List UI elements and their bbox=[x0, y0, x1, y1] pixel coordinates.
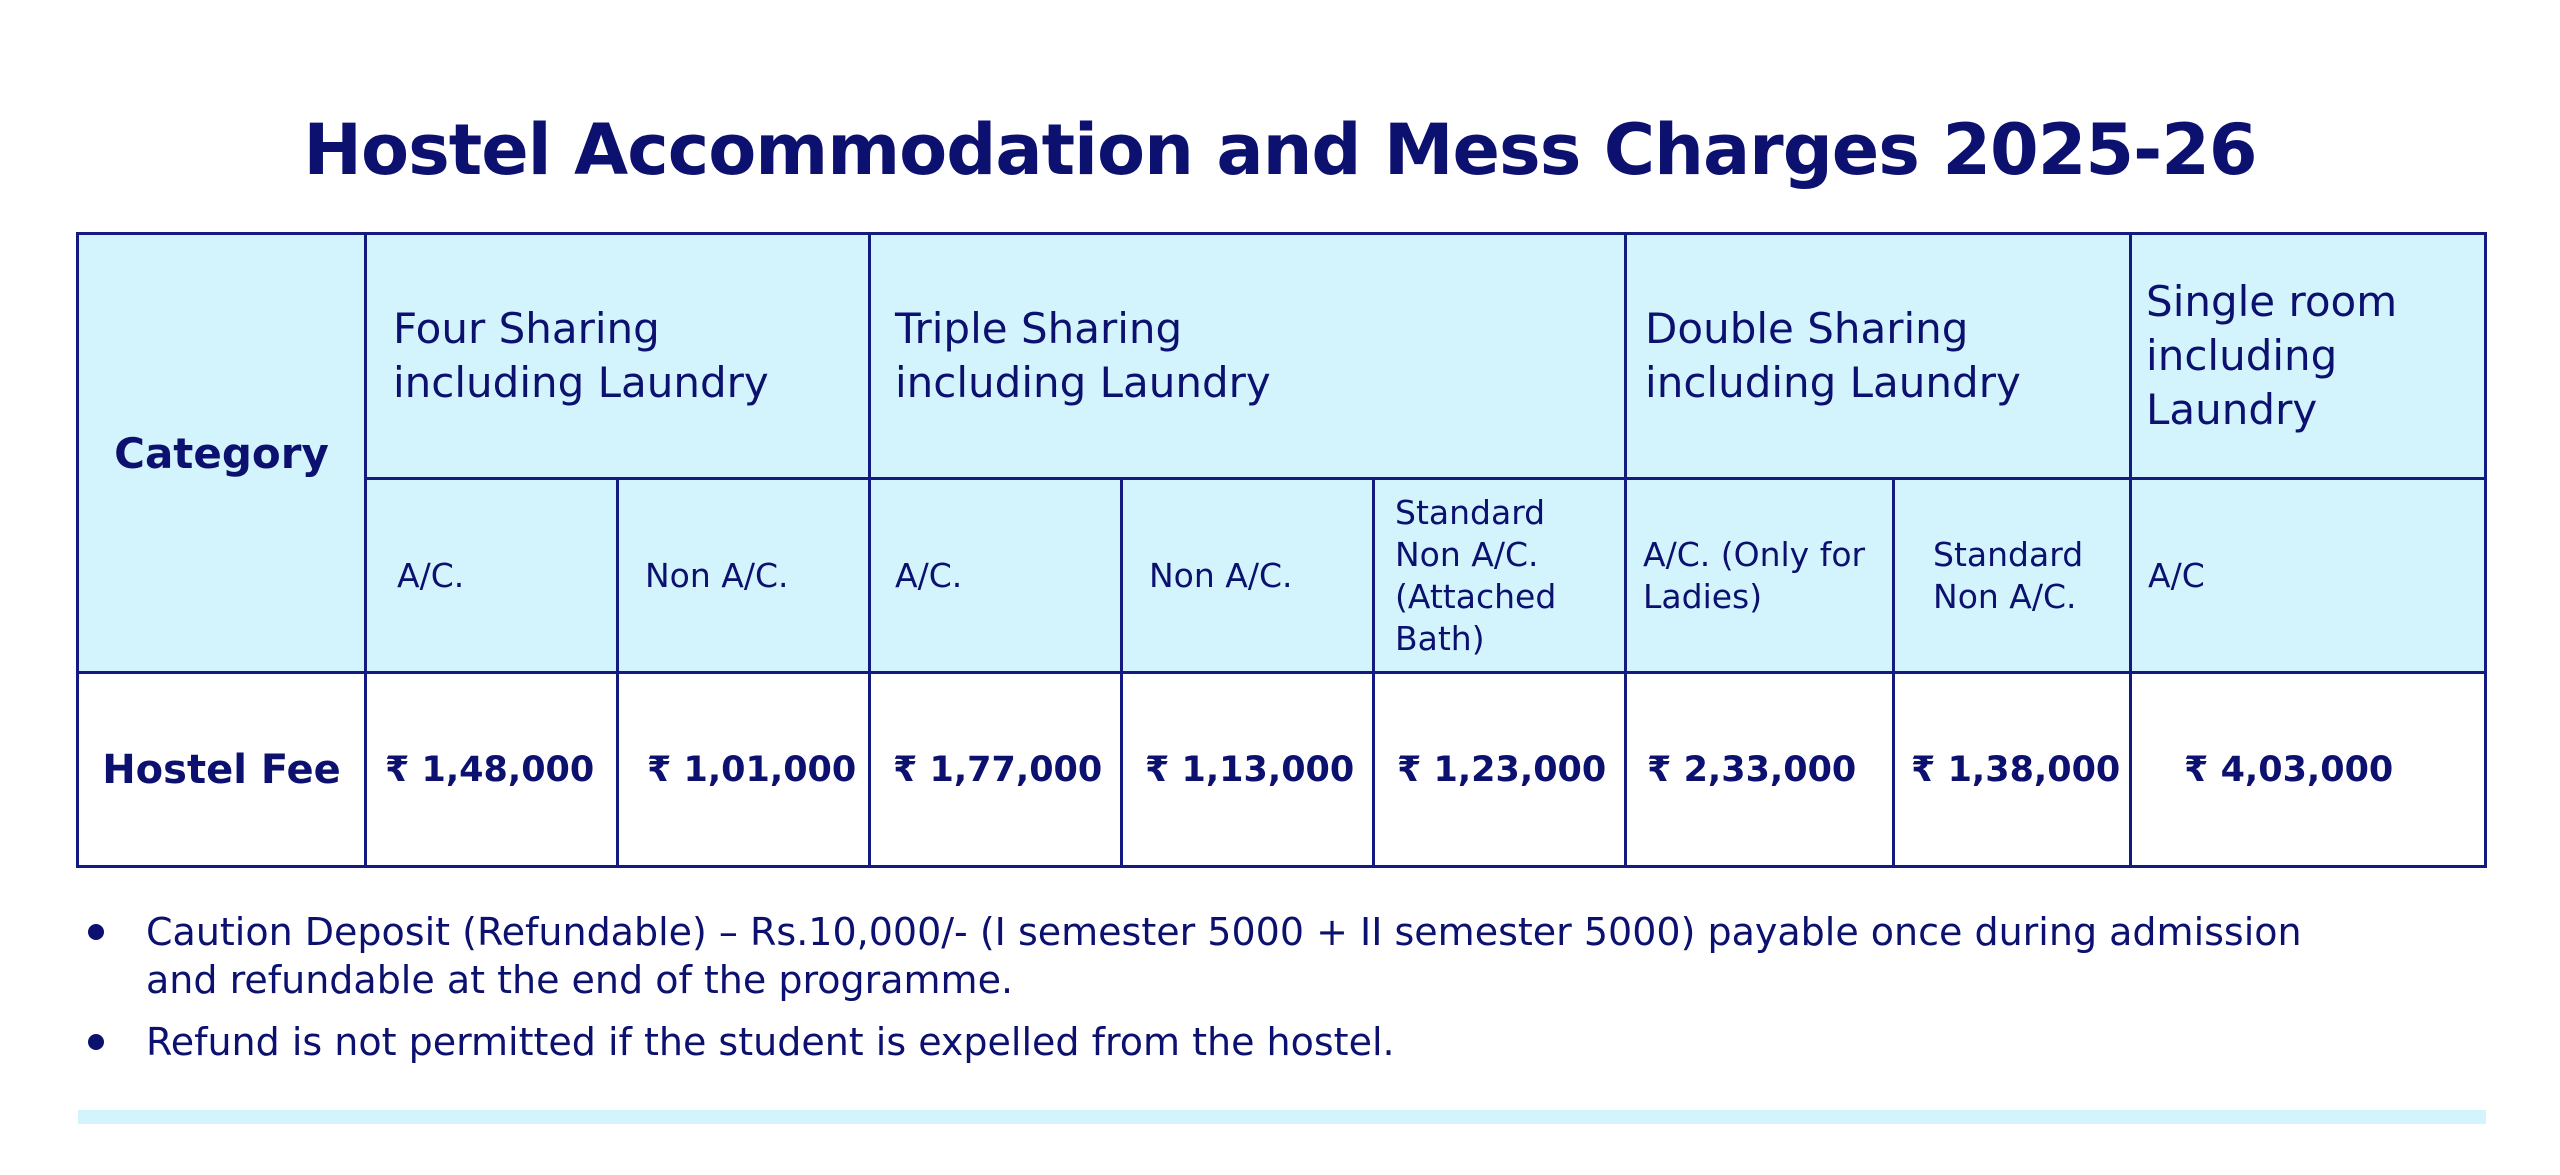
group-label: Triple Sharing including Laundry bbox=[895, 304, 1271, 407]
fee-table bbox=[76, 232, 2487, 868]
note-item bbox=[80, 1018, 2380, 1066]
page-title: Hostel Accommodation and Mess Charges 2025-26 bbox=[303, 109, 2257, 191]
subheader-label: Standard Non A/C. (Attached Bath) bbox=[1395, 492, 1557, 658]
subheader-label: A/C. bbox=[397, 555, 465, 595]
subheader-label: Non A/C. bbox=[1149, 555, 1293, 595]
subheader-four-non-ac bbox=[618, 479, 870, 673]
fee-value: ₹ 1,23,000 bbox=[1374, 673, 1626, 867]
subheader-label: A/C bbox=[2148, 555, 2205, 595]
fee-value: ₹ 2,33,000 bbox=[1626, 673, 1894, 867]
footer-divider bbox=[78, 1110, 2486, 1124]
subheader-label: A/C. bbox=[895, 555, 963, 595]
subheader-label: Non A/C. bbox=[645, 555, 789, 595]
subheader-triple-ac bbox=[870, 479, 1122, 673]
fee-value: ₹ 4,03,000 bbox=[2131, 673, 2486, 867]
fee-value: ₹ 1,38,000 bbox=[1894, 673, 2131, 867]
group-label: Four Sharing including Laundry bbox=[393, 304, 769, 407]
subheader-label: A/C. (Only for Ladies) bbox=[1643, 534, 1866, 616]
subheader-single-ac bbox=[2131, 479, 2486, 673]
bullet-icon bbox=[88, 1034, 104, 1050]
group-label: Double Sharing including Laundry bbox=[1645, 304, 2021, 407]
subheader-label: Standard Non A/C. bbox=[1933, 534, 2084, 616]
subheader-double-standard-non-ac bbox=[1894, 479, 2131, 673]
note-text: Refund is not permitted if the student is expelled from the hostel. bbox=[146, 1020, 1395, 1064]
fee-value: ₹ 1,01,000 bbox=[618, 673, 870, 867]
fee-value: ₹ 1,13,000 bbox=[1122, 673, 1374, 867]
group-header-double-sharing bbox=[1626, 234, 2131, 479]
group-label: Single room including Laundry bbox=[2146, 277, 2398, 434]
group-header-single-room bbox=[2131, 234, 2486, 479]
fee-row-label: Hostel Fee bbox=[78, 673, 366, 867]
note-item bbox=[80, 908, 2380, 1004]
bullet-icon bbox=[88, 924, 104, 940]
group-header-triple-sharing bbox=[870, 234, 1626, 479]
subheader-triple-non-ac bbox=[1122, 479, 1374, 673]
subheader-double-ac-ladies bbox=[1626, 479, 1894, 673]
category-header: Category bbox=[78, 234, 366, 673]
group-header-four-sharing bbox=[366, 234, 870, 479]
notes-list bbox=[80, 908, 2380, 1080]
fee-value: ₹ 1,77,000 bbox=[870, 673, 1122, 867]
subheader-triple-standard-non-ac bbox=[1374, 479, 1626, 673]
note-text: Caution Deposit (Refundable) – Rs.10,000/- (I semester 5000 + II semester 5000) payable once during admission and refundable at the end of the programme. bbox=[146, 910, 2302, 1002]
fee-value: ₹ 1,48,000 bbox=[366, 673, 618, 867]
subheader-four-ac bbox=[366, 479, 618, 673]
